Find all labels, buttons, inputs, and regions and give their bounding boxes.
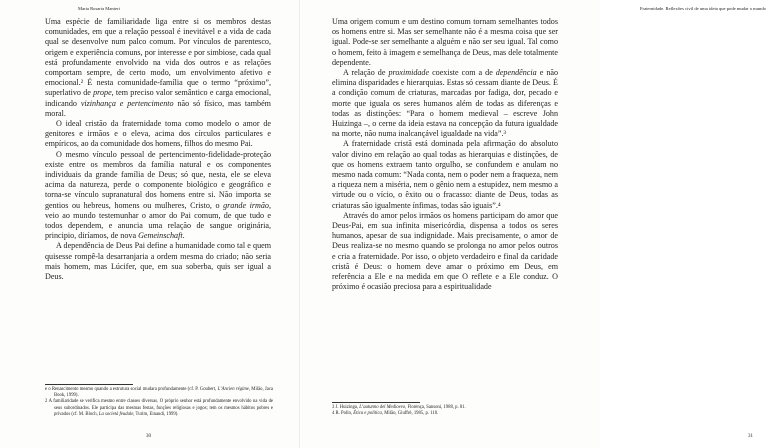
italic-text: vizinhança e pertencimento xyxy=(80,98,174,108)
paragraph xyxy=(45,17,271,119)
italic-text: grande irmão xyxy=(223,200,269,210)
right-footnotes xyxy=(332,405,560,417)
italic-text: dependência xyxy=(495,68,537,78)
text-run: e o Renascimento mesmo quando a estrutura social mudara profundamente (cf. P. Goubert, xyxy=(45,387,218,392)
text-run: A relação de xyxy=(343,68,389,78)
text-run: , Turim, Einaudi, 1999). xyxy=(133,411,179,417)
text-run: não só físico, mas também moral. xyxy=(45,98,271,118)
paragraph xyxy=(45,150,271,242)
italic-text: prope xyxy=(93,88,112,98)
italic-text: La società feudale xyxy=(98,411,134,417)
text-run: 4 R. Polin, xyxy=(332,411,354,417)
text-run: , veio ao mundo testemunhar o amor do Pai comum, de que tudo e todos dependem, e anuncia uma relação de sangue originária, principio, diríamos, de nova xyxy=(45,200,271,241)
text-run: Uma origem comum e um destino comum tornam semelhantes todos os homens entre si. Mas ser semelhante não é a mesma coisa que ser igual. Pode-se ser semelhante a alguém e não ser seu igual. Tal como o homem, feito à imagem e semelhança de Deus, mas dele totalmente dependente. xyxy=(332,17,558,67)
left-page-body xyxy=(45,17,271,282)
text-run: Uma espécie de familiaridade liga entre si os membros destas comunidades, em que a relação pessoal é inevitável e a vida de cada qual se desenvolve num palco comum. Por vínculos de parentesco, origem e experiência comuns, por interesse e por simbiose, cada qual está profundamente envolvido na vida dos outros e as relações comportam sempre, de certo modo, um envolvimento afetivo e emocional.² É nesta comunidade-família que o termo “próximo”, superlativo de xyxy=(45,17,271,98)
text-run: , Milão, Jaca Book, 1999). xyxy=(54,387,273,399)
text-run: coexiste com a de xyxy=(429,68,496,78)
text-run: A fraternidade cristã está dominada pela afirmação do absoluto valor divino em relação ao qual todas as hierarquias e distinções, de que os homens extraem tanto orgulho, se confundem e anulam no mesmo nada comum: “Nada conta, nem o poder nem a fraqueza, nem a riqueza nem a miséria, nem o gênio nem a estupidez, nem mesmo a virtude ou o vício, o êxito ou o fracasso: diante de Deus, todas as criaturas são igualmente ínfimas, todas são iguais”.⁴ xyxy=(332,139,558,210)
text-run: A dependência de Deus Pai define a humanidade como tal e quem quisesse rompê-la desarranjaria a ordem mesma do criado; não seria mais homem, mas Lúcifer, que, em sua soberba, quis ser igual a Deus. xyxy=(45,241,271,282)
paragraph xyxy=(332,211,558,293)
italic-text: Gemeinschaft xyxy=(138,231,183,241)
italic-text: L’autunno del Medioevo xyxy=(359,405,406,410)
italic-text: proximidade xyxy=(388,68,430,78)
footnote-divider xyxy=(45,384,133,385)
text-run: O mesmo vínculo pessoal de pertencimento-fidelidade-proteção existe entre os membros da família natural e os componentes individuais da grande família de Deus; só que, nesta, ele se eleva acima da natureza, perde o componente biológico e geográfico e torna-se vínculo supranatural dos homens entre si. Não importa se gentios ou hebreus, homens ou mulheres, Cristo, o xyxy=(45,149,271,210)
paragraph xyxy=(332,68,558,139)
italic-text: L’Ancien régime xyxy=(217,387,249,392)
running-head-right: Fraternidade. Reflexões civil de uma ideia que pode mudar o mundo xyxy=(640,6,766,11)
text-run: Através do amor pelos irmãos os homens participam do amor que Deus-Pai, em sua infinita misericórdia, dispensa a todos os seres humanos, apesar de sua indignidade. Mais precisamente, o amor de Deus realiza-se no mesmo quando se prolonga no amor pelos outros e cria a fraternidade. Por isso, o objeto verdadeiro e final da caridade cristã é Deus: o homem deve amar o próximo em Deus, em referência a Ele e na medida em que O reflete e a Ele conduz. O próximo é ocasião preciosa para a espiritualidade xyxy=(332,210,558,292)
italic-text: Ética e política xyxy=(353,411,382,417)
right-page-body xyxy=(332,17,558,292)
running-head-left: Maria Rosaria Manieri xyxy=(78,6,120,11)
page-number-left: 30 xyxy=(146,434,151,439)
text-run: , tem preciso valor semântico e carga emocional, indicando xyxy=(45,88,271,108)
text-run: e não elimina disparidades e hierarquias. Estas só cessam diante de Deus. É a condição comum de criaturas, marcadas por fadiga, dor, pecado e morte que iguala os seres humanos além de todas as diferenças e todas as distinções: “Para o homem medieval – escreve John Huizinga –, o cerne da ideia estava na concepção da futura igualdade na morte, não numa inalcançável igualdade na vida”.³ xyxy=(332,68,559,139)
paragraph xyxy=(332,139,558,210)
text-run: , Milão, Giuffrè, 1985, p. 110. xyxy=(381,411,439,417)
left-page xyxy=(0,0,300,448)
paragraph xyxy=(45,241,271,282)
right-page xyxy=(300,0,766,448)
footnote xyxy=(45,387,273,399)
text-run: 2 A familiaridade se verifica mesmo entre classes diversas. O próprio senhor está profundamente envolvido na vida de seus subordinados. Ele participa das mesmas festas, funções religiosas e jogos; tem os mesmos hábitos pobres e privados (cf. M. Bloch, xyxy=(45,399,273,417)
footnote xyxy=(332,411,560,417)
footnote-divider xyxy=(332,402,420,403)
paragraph xyxy=(45,119,271,150)
text-run: . xyxy=(182,231,185,241)
paragraph xyxy=(332,17,558,68)
text-run: 3 J. Huizinga, xyxy=(332,405,360,410)
left-footnotes xyxy=(45,387,273,418)
page-number-right: 31 xyxy=(748,434,753,439)
text-run: O ideal cristão da fraternidade toma como modelo o amor de genitores e irmãos e o eleva, acima dos círculos particulares e empíricos, ao da comunidade dos homens, filhos do mesmo Pai. xyxy=(45,119,271,149)
text-run: , Florença, Sansoni, 1988, p. 81. xyxy=(405,405,466,410)
footnote xyxy=(45,399,273,418)
